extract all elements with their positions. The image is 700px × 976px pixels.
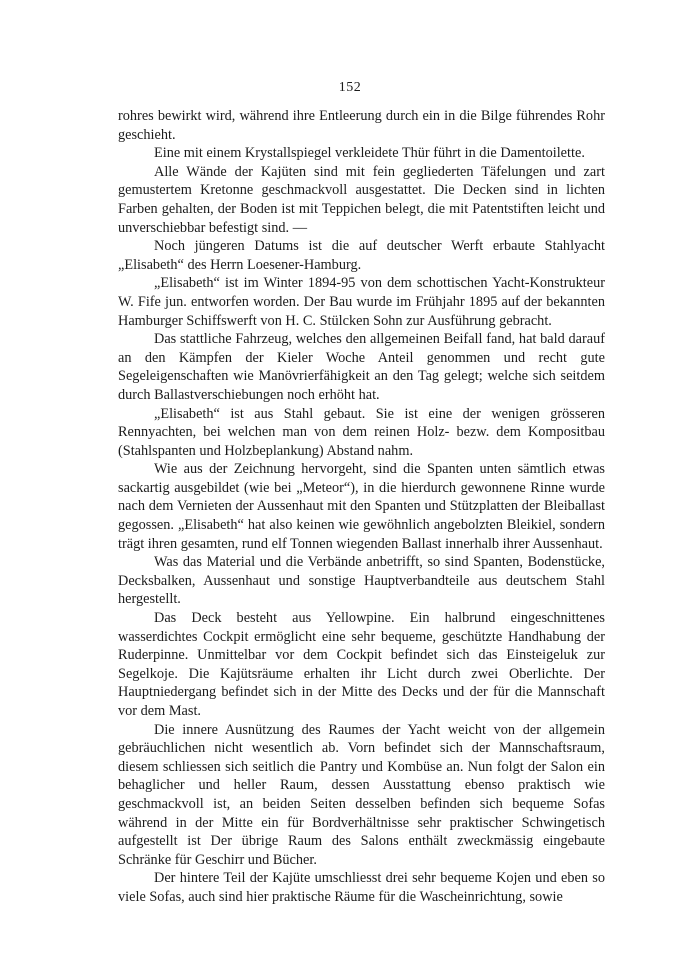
paragraph-9: Was das Material und die Verbände anbetrifft, so sind Spanten, Bodenstücke, Decksbalken, Aussenhaut und sonstige Hauptverbandteile aus deutschem Stahl hergestellt. xyxy=(118,554,605,608)
paragraph-12: Der hintere Teil der Kajüte umschliesst drei sehr bequeme Kojen und eben so viele Sofas, auch sind hier praktische Räume für die Wascheinrichtung, sowie xyxy=(118,870,605,905)
paragraph-5: „Elisabeth“ ist im Winter 1894-95 von dem schottischen Yacht-Konstrukteur W. Fife jun. entworfen worden. Der Bau wurde im Frühjahr 1895 auf der bekannten Hamburger Schiffswerft von H. C. Stülcken Sohn zur Ausführung gebracht. xyxy=(118,275,605,329)
paragraph-7: „Elisabeth“ ist aus Stahl gebaut. Sie ist eine der wenigen grösseren Rennyachten, bei welchen man von dem reinen Holz- bezw. dem Kompositbau (Stahlspanten und Holzbeplankung) Abstand nahm. xyxy=(118,405,605,459)
body-text xyxy=(118,107,605,907)
paragraph-2: Eine mit einem Krystallspiegel verkleidete Thür führt in die Damentoilette. xyxy=(154,145,585,162)
paragraph-10: Das Deck besteht aus Yellowpine. Ein halbrund eingeschnittenes wasserdichtes Cockpit ermöglicht eine sehr bequeme, geschützte Handhabung der Ruderpinne. Unmittelbar vor dem Cockpit befindet sich das Einsteigeluk zur Segelkoje. Die Kajütsräume erhalten ihr Licht durch zwei Oberlichte. Der Hauptniedergang befindet sich in der Mitte des Decks und der für die Mannschaft vor dem Mast. xyxy=(118,610,605,719)
paragraph-4: Noch jüngeren Datums ist die auf deutscher Werft erbaute Stahlyacht „Elisabeth“ des Herrn Loesener-Hamburg. xyxy=(118,238,605,273)
paragraph-1: rohres bewirkt wird, während ihre Entleerung durch ein in die Bilge führendes Rohr geschieht. xyxy=(118,108,605,143)
page-number: 152 xyxy=(338,80,362,95)
paragraph-3: Alle Wände der Kajüten sind mit fein gegliederten Täfelungen und zart gemustertem Kretonne geschmackvoll ausgestattet. Die Decken sind in lichten Farben gehalten, der Boden ist mit Teppichen belegt, die mit Patentstiften leicht und unverschiebbar befestigt sind. — xyxy=(118,163,605,236)
paragraph-11: Die innere Ausnützung des Raumes der Yacht weicht von der allgemein gebräuchlichen nicht wesentlich ab. Vorn befindet sich der Mannschaftsraum, diesem schliessen sich seitlich die Pantry und Kombüse an. Nun folgt der Salon ein behaglicher und heller Raum, dessen Ausstattung ebenso praktisch wie geschmackvoll ist, an beiden Seiten desselben befinden sich bequeme Sofas während in der Mitte ein für Bordverhältnisse sehr praktischer Schwingetisch aufgestellt ist Der übrige Raum des Salons enthält zweckmässig eingebaute Schränke für Geschirr und Bücher. xyxy=(118,721,605,868)
paragraph-6: Das stattliche Fahrzeug, welches den allgemeinen Beifall fand, hat bald darauf an den Kämpfen der Kieler Woche Anteil genommen und recht gute Segeleigenschaften wie Manövrierfähigkeit an den Tag gelegt; welche sich seitdem durch Ballastverschiebungen noch erhöht hat. xyxy=(118,331,605,403)
paragraph-8: Wie aus der Zeichnung hervorgeht, sind die Spanten unten sämtlich etwas sackartig ausgebildet (wie bei „Meteor“), in die hierdurch gewonnene Rinne wurde nach dem Vernieten der Aussenhaut mit den Spanten und Stützplatten der Bleiballast gegossen. „Elisabeth“ hat also keinen wie gewöhnlich angebolzten Bleikiel, sondern trägt ihren gesamten, rund elf Tonnen wiegenden Ballast innerhalb ihrer Aussenhaut. xyxy=(118,461,605,552)
